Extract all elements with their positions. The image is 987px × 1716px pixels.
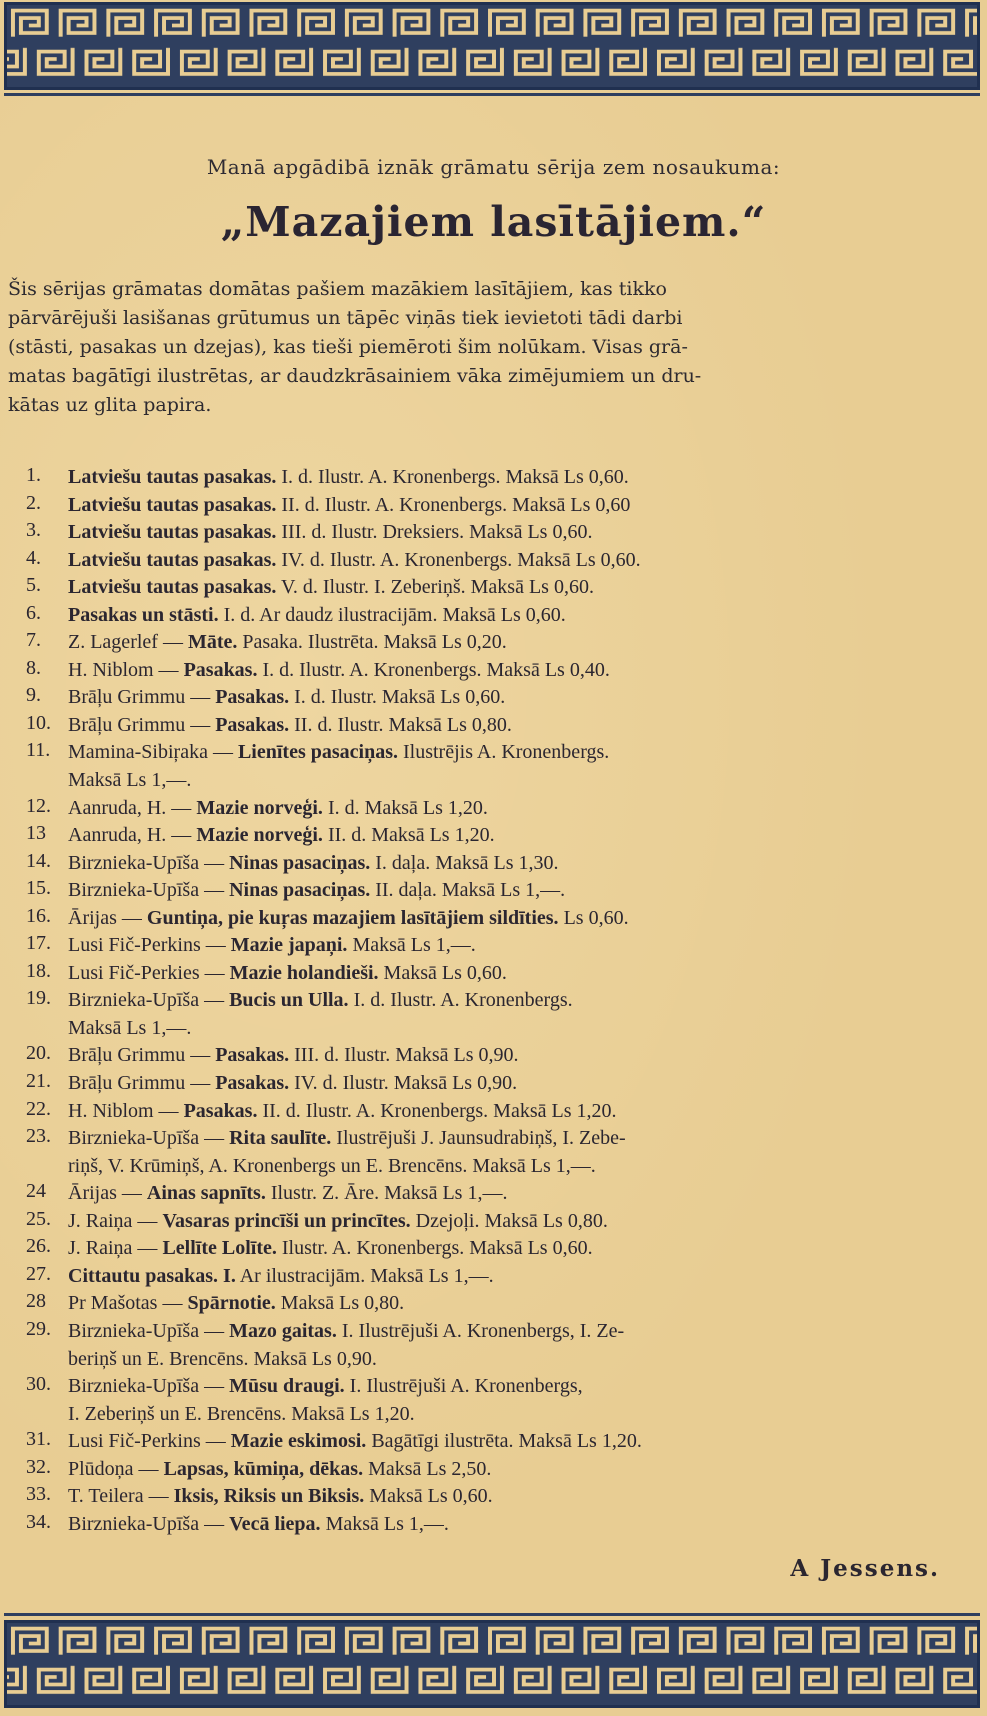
- book-details: T. Teilera —: [68, 1485, 174, 1508]
- book-details: Ilustrējis A. Kronenbergs.: [398, 741, 610, 764]
- book-entry: [68, 877, 980, 905]
- book-title: Pasakas.: [215, 1044, 290, 1067]
- series-description: [8, 275, 983, 420]
- book-title: Mazie norveģi.: [196, 796, 323, 819]
- book-entry: [68, 574, 980, 602]
- book-entry-line: [68, 1180, 980, 1208]
- book-list-item: [10, 905, 980, 933]
- book-number: 18.: [26, 959, 51, 982]
- book-entry: [68, 987, 980, 1042]
- book-entry: [68, 905, 980, 933]
- series-title: „Mazajiem lasītājiem.“: [220, 198, 767, 246]
- book-details: II. d. Ilustr. A. Kronenbergs. Maksā Ls 0,60: [276, 493, 631, 516]
- book-details: I. d. Ilustr. A. Kronenbergs. Maksā Ls 0,60.: [276, 466, 629, 488]
- book-title: Latviešu tautas pasakas.: [68, 466, 277, 488]
- book-entry-line: [68, 1098, 980, 1126]
- book-entry: [68, 1290, 980, 1318]
- book-entry-line: [68, 547, 980, 575]
- book-number: 28: [26, 1290, 46, 1313]
- book-number: 16.: [26, 904, 51, 927]
- book-details: I. Ilustrējuši A. Kronenbergs,: [344, 1375, 583, 1398]
- book-title: Pasakas.: [215, 713, 290, 736]
- book-entry-line: [68, 464, 980, 492]
- book-entry-line: [68, 1015, 980, 1043]
- book-entry: [68, 547, 980, 575]
- book-entry: [68, 602, 980, 630]
- book-entry-line: [68, 1208, 980, 1236]
- book-number: 19.: [26, 987, 51, 1010]
- book-number: 3.: [26, 519, 41, 542]
- book-list-item: [10, 684, 980, 712]
- book-entry: [68, 1180, 980, 1208]
- book-title: Rita saulīte.: [229, 1127, 332, 1150]
- book-details: Aanruda, H. —: [68, 824, 197, 847]
- book-details: Ar ilustracijām. Maksā Ls 1,—.: [235, 1264, 494, 1287]
- book-title: Ninas pasaciņas.: [229, 851, 371, 874]
- book-list-item: [10, 877, 980, 905]
- book-title: Mazie eskimosi.: [230, 1430, 367, 1453]
- book-list-item: [10, 795, 980, 823]
- book-details: IV. d. Ilustr. A. Kronenbergs. Maksā Ls 0,60.: [276, 548, 641, 571]
- book-title: Pasakas.: [215, 1072, 290, 1095]
- book-details: Bagātīgi ilustrēta. Maksā Ls 1,20.: [366, 1430, 642, 1453]
- book-entry-line: [68, 1511, 980, 1539]
- book-entry: [68, 1373, 980, 1428]
- book-entry-line: [68, 1153, 980, 1181]
- description-line: kātas uz glita papira.: [8, 394, 212, 416]
- publisher-signature: A Jessens.: [790, 1555, 940, 1582]
- book-details: V. d. Ilustr. I. Zeberiņš. Maksā Ls 0,60.: [276, 576, 594, 599]
- book-entry-line: [68, 684, 980, 712]
- book-number: 15.: [26, 877, 51, 900]
- book-number: 17.: [26, 932, 51, 955]
- book-number: 7.: [26, 629, 41, 652]
- book-list-item: [10, 1098, 980, 1126]
- book-title: Māte.: [187, 631, 238, 654]
- book-list-item: [10, 1263, 980, 1291]
- book-details: Birznieka-Upīša —: [68, 1127, 230, 1150]
- book-entry-line: [68, 877, 980, 905]
- book-details: Pr Mašotas —: [68, 1292, 188, 1315]
- book-entry-line: [68, 822, 980, 850]
- book-details: Maksā Ls 0,80.: [275, 1292, 405, 1315]
- book-title: Mūsu draugi.: [229, 1375, 345, 1398]
- book-list-item: [10, 1428, 980, 1456]
- book-details: I. d. Ilustr. A. Kronenbergs.: [348, 989, 573, 1012]
- book-list-item: [10, 987, 980, 1042]
- book-details: Maksā Ls 2,50.: [363, 1457, 492, 1480]
- book-entry-line: [68, 712, 980, 740]
- book-entry: [68, 1208, 980, 1236]
- book-title: Latviešu tautas pasakas.: [68, 548, 277, 571]
- book-number: 24: [26, 1180, 46, 1203]
- book-list-item: [10, 547, 980, 575]
- book-entry: [68, 1235, 980, 1263]
- book-entry-line: [68, 1373, 980, 1401]
- book-list-item: [10, 1456, 980, 1484]
- book-details: II. d. Ilustr. A. Kronenbergs. Maksā Ls 1,20.: [257, 1099, 617, 1122]
- description-line: (stāsti, pasakas un dzejas), kas tieši piemēroti šim nolūkam. Visas grā-: [8, 336, 688, 358]
- book-entry-line: [68, 1428, 980, 1456]
- book-details: Ls 0,60.: [558, 906, 629, 929]
- book-list-item: [10, 1373, 980, 1428]
- book-entry-line: [68, 850, 980, 878]
- book-number: 32.: [26, 1455, 51, 1478]
- book-entry-line: [68, 1070, 980, 1098]
- book-number: 10.: [26, 711, 51, 734]
- book-entry: [68, 464, 980, 492]
- book-number: 34.: [26, 1510, 51, 1533]
- book-entry: [68, 960, 980, 988]
- book-list: [10, 464, 980, 1538]
- book-number: 31.: [26, 1428, 51, 1451]
- book-entry-line: [68, 1483, 980, 1511]
- book-details: Brāļu Grimmu —: [68, 686, 216, 709]
- book-title: Lapsas, kūmiņa, dēkas.: [163, 1457, 364, 1480]
- book-title: Mazie norveģi.: [196, 824, 323, 847]
- book-details: H. Niblom —: [68, 658, 184, 681]
- description-line: matas bagātīgi ilustrētas, ar daudzkrāsainiem vāka zimējumiem un dru-: [8, 365, 702, 387]
- book-list-item: [10, 712, 980, 740]
- book-title: Pasakas.: [183, 1099, 258, 1122]
- book-entry: [68, 684, 980, 712]
- book-list-item: [10, 1318, 980, 1373]
- book-title: Lellīte Lolīte.: [162, 1237, 277, 1260]
- book-list-item: [10, 960, 980, 988]
- book-title: Pasakas.: [215, 686, 290, 709]
- description-line: pārvārējuši lasišanas grūtumus un tāpēc viņās tiek ievietoti tādi darbi: [8, 307, 683, 329]
- book-entry: [68, 822, 980, 850]
- book-title: Pasakas un stāsti.: [68, 603, 219, 626]
- book-entry: [68, 932, 980, 960]
- book-details: Plūdoņa —: [68, 1457, 164, 1480]
- book-entry-line: [68, 574, 980, 602]
- book-entry: [68, 1511, 980, 1539]
- book-entry: [68, 519, 980, 547]
- book-details: II. d. Ilustr. Maksā Ls 0,80.: [289, 713, 512, 736]
- book-details: I. d. Ilustr. A. Kronenbergs. Maksā Ls 0,40.: [257, 658, 610, 681]
- book-list-item: [10, 1290, 980, 1318]
- book-details: beriņš un E. Brencēns. Maksā Ls 0,90.: [68, 1347, 377, 1370]
- book-details: J. Raiņa —: [68, 1209, 163, 1232]
- book-number: 12.: [26, 794, 51, 817]
- book-list-item: [10, 850, 980, 878]
- book-list-item: [10, 464, 980, 492]
- book-list-item: [10, 519, 980, 547]
- book-number: 2.: [26, 491, 41, 514]
- book-details: Mamina-Sibiŗaka —: [68, 741, 238, 764]
- book-title: Vasaras princīši un princītes.: [162, 1209, 411, 1232]
- book-details: II. daļa. Maksā Ls 1,—.: [370, 879, 566, 902]
- book-entry-line: [68, 1318, 980, 1346]
- book-number: 13: [26, 822, 46, 845]
- book-number: 22.: [26, 1097, 51, 1120]
- book-number: 4.: [26, 546, 41, 569]
- book-number: 8.: [26, 656, 41, 679]
- book-entry: [68, 657, 980, 685]
- book-title: Cittautu pasakas. I.: [68, 1264, 236, 1287]
- book-title: Ninas pasaciņas.: [229, 879, 371, 902]
- book-details: Birznieka-Upīša —: [68, 989, 230, 1012]
- book-details: Maksā Ls 1,—.: [347, 934, 476, 957]
- book-details: Dzejoļi. Maksā Ls 0,80.: [410, 1209, 608, 1232]
- book-entry-line: [68, 932, 980, 960]
- book-number: 14.: [26, 849, 51, 872]
- book-list-item: [10, 629, 980, 657]
- book-details: Brāļu Grimmu —: [68, 713, 216, 736]
- book-entry-line: [68, 1401, 980, 1429]
- book-title: Latviešu tautas pasakas.: [68, 493, 277, 516]
- book-details: Maksā Ls 0,60.: [364, 1485, 493, 1508]
- book-list-item: [10, 1483, 980, 1511]
- book-number: 1.: [26, 464, 41, 486]
- book-number: 11.: [26, 739, 51, 762]
- book-details: Pasaka. Ilustrēta. Maksā Ls 0,20.: [237, 631, 507, 654]
- book-entry: [68, 1428, 980, 1456]
- book-details: III. d. Ilustr. Maksā Ls 0,90.: [289, 1044, 519, 1067]
- book-details: Ārijas —: [68, 1182, 147, 1205]
- book-list-item: [10, 932, 980, 960]
- book-details: Maksā Ls 1,—.: [68, 1016, 192, 1039]
- description-line: Šis sērijas grāmatas domātas pašiem mazākiem lasītājiem, kas tikko: [8, 278, 667, 300]
- book-number: 9.: [26, 684, 41, 707]
- book-entry-line: [68, 629, 980, 657]
- book-entry-line: [68, 1235, 980, 1263]
- book-number: 6.: [26, 601, 41, 624]
- book-number: 23.: [26, 1125, 51, 1148]
- book-details: I. d. Ar daudz ilustracijām. Maksā Ls 0,60.: [218, 603, 566, 626]
- book-list-item: [10, 739, 980, 794]
- book-list-item: [10, 1511, 980, 1539]
- book-details: Ārijas —: [68, 906, 147, 929]
- book-entry-line: [68, 1346, 980, 1374]
- book-entry: [68, 492, 980, 520]
- book-details: I. Ilustrējuši A. Kronenbergs, I. Ze-: [336, 1319, 625, 1342]
- book-details: Lusi Fič-Perkins —: [68, 1430, 231, 1453]
- book-list-item: [10, 574, 980, 602]
- book-details: Birznieka-Upīša —: [68, 851, 230, 874]
- book-entry: [68, 1483, 980, 1511]
- book-entry: [68, 1125, 980, 1180]
- book-entry: [68, 795, 980, 823]
- book-entry: [68, 629, 980, 657]
- bottom-rule: [4, 1613, 980, 1616]
- book-details: Brāļu Grimmu —: [68, 1072, 216, 1095]
- book-entry: [68, 739, 980, 794]
- book-details: Maksā Ls 0,60.: [378, 961, 507, 984]
- book-list-item: [10, 492, 980, 520]
- book-entry-line: [68, 987, 980, 1015]
- book-list-item: [10, 822, 980, 850]
- book-entry: [68, 1263, 980, 1291]
- book-title: Mazie japaņi.: [230, 934, 348, 957]
- book-list-item: [10, 1235, 980, 1263]
- book-details: H. Niblom —: [68, 1099, 184, 1122]
- book-entry: [68, 1098, 980, 1126]
- book-details: I. d. Maksā Ls 1,20.: [322, 796, 488, 819]
- book-details: Birznieka-Upīša —: [68, 1375, 230, 1398]
- book-entry: [68, 1070, 980, 1098]
- meander-ornament-top: [7, 5, 977, 87]
- book-entry: [68, 1456, 980, 1484]
- book-details: I. d. Ilustr. Maksā Ls 0,60.: [289, 686, 506, 709]
- book-number: 5.: [26, 574, 41, 597]
- book-number: 25.: [26, 1207, 51, 1230]
- ornamental-border-bottom: [4, 1620, 980, 1708]
- book-list-item: [10, 1125, 980, 1180]
- book-details: Birznieka-Upīša —: [68, 879, 230, 902]
- book-title: Latviešu tautas pasakas.: [68, 576, 277, 599]
- book-title: Vecā liepa.: [229, 1512, 321, 1535]
- book-details: Lusi Fič-Perkies —: [68, 961, 230, 984]
- book-details: Ilustr. Z. Āre. Maksā Ls 1,—.: [265, 1182, 508, 1205]
- book-entry-line: [68, 1125, 980, 1153]
- book-list-item: [10, 657, 980, 685]
- book-entry: [68, 850, 980, 878]
- book-details: IV. d. Ilustr. Maksā Ls 0,90.: [289, 1072, 518, 1095]
- book-title: Latviešu tautas pasakas.: [68, 521, 277, 544]
- book-title: Spārnotie.: [187, 1292, 276, 1315]
- book-number: 27.: [26, 1262, 51, 1285]
- book-entry-line: [68, 739, 980, 767]
- book-list-item: [10, 1070, 980, 1098]
- book-number: 33.: [26, 1483, 51, 1506]
- book-details: Birznieka-Upīša —: [68, 1319, 230, 1342]
- book-entry-line: [68, 519, 980, 547]
- book-details: Brāļu Grimmu —: [68, 1044, 216, 1067]
- book-details: J. Raiņa —: [68, 1237, 163, 1260]
- ornamental-border-top: [4, 2, 980, 90]
- book-number: 20.: [26, 1042, 51, 1065]
- book-details: Aanruda, H. —: [68, 796, 197, 819]
- book-entry-line: [68, 657, 980, 685]
- book-list-item: [10, 1180, 980, 1208]
- book-details: Birznieka-Upīša —: [68, 1512, 230, 1535]
- book-details: Lusi Fič-Perkins —: [68, 934, 231, 957]
- book-entry-line: [68, 1456, 980, 1484]
- book-list-item: [10, 602, 980, 630]
- book-title: Pasakas.: [183, 658, 258, 681]
- book-details: Maksā Ls 1,—.: [320, 1512, 449, 1535]
- book-list-item: [10, 1208, 980, 1236]
- book-title: Bucis un Ulla.: [229, 989, 349, 1012]
- book-details: I. daļa. Maksā Ls 1,30.: [370, 851, 559, 874]
- book-details: Ilustrējuši J. Jaunsudrabiņš, I. Zebe-: [331, 1127, 626, 1150]
- book-details: riņš, V. Krūmiņš, A. Kronenbergs un E. Brencēns. Maksā Ls 1,—.: [68, 1154, 596, 1177]
- book-details: Maksā Ls 1,—.: [68, 769, 192, 792]
- book-title: Lienītes pasaciņas.: [237, 741, 398, 764]
- book-entry: [68, 712, 980, 740]
- book-list-item: [10, 1042, 980, 1070]
- book-entry-line: [68, 1263, 980, 1291]
- book-entry-line: [68, 795, 980, 823]
- book-entry-line: [68, 602, 980, 630]
- book-number: 30.: [26, 1373, 51, 1396]
- book-entry-line: [68, 492, 980, 520]
- book-number: 29.: [26, 1317, 51, 1340]
- book-details: III. d. Ilustr. Dreksiers. Maksā Ls 0,60.: [276, 521, 593, 544]
- book-entry-line: [68, 767, 980, 795]
- book-title: Ainas sapnīts.: [146, 1182, 266, 1205]
- book-title: Guntiņa, pie kuŗas mazajiem lasītājiem sildīties.: [146, 906, 559, 929]
- book-number: 26.: [26, 1235, 51, 1258]
- book-details: Ilustr. A. Kronenbergs. Maksā Ls 0,60.: [276, 1237, 593, 1260]
- intro-line: Manā apgādibā iznāk grāmatu sērija zem nosaukuma:: [206, 155, 781, 179]
- book-details: II. d. Maksā Ls 1,20.: [322, 824, 495, 847]
- book-details: Z. Lagerlef —: [68, 631, 188, 654]
- book-title: Iksis, Riksis un Biksis.: [173, 1485, 365, 1508]
- book-entry-line: [68, 960, 980, 988]
- book-entry: [68, 1318, 980, 1373]
- book-entry-line: [68, 1290, 980, 1318]
- book-entry: [68, 1042, 980, 1070]
- book-title: Mazo gaitas.: [229, 1319, 337, 1342]
- book-entry-line: [68, 1042, 980, 1070]
- book-details: I. Zeberiņš un E. Brencēns. Maksā Ls 1,20.: [68, 1402, 415, 1425]
- top-rule: [4, 93, 980, 96]
- meander-ornament-bottom: [7, 1623, 977, 1705]
- book-number: 21.: [26, 1070, 51, 1093]
- book-entry-line: [68, 905, 980, 933]
- book-title: Mazie holandieši.: [229, 961, 379, 984]
